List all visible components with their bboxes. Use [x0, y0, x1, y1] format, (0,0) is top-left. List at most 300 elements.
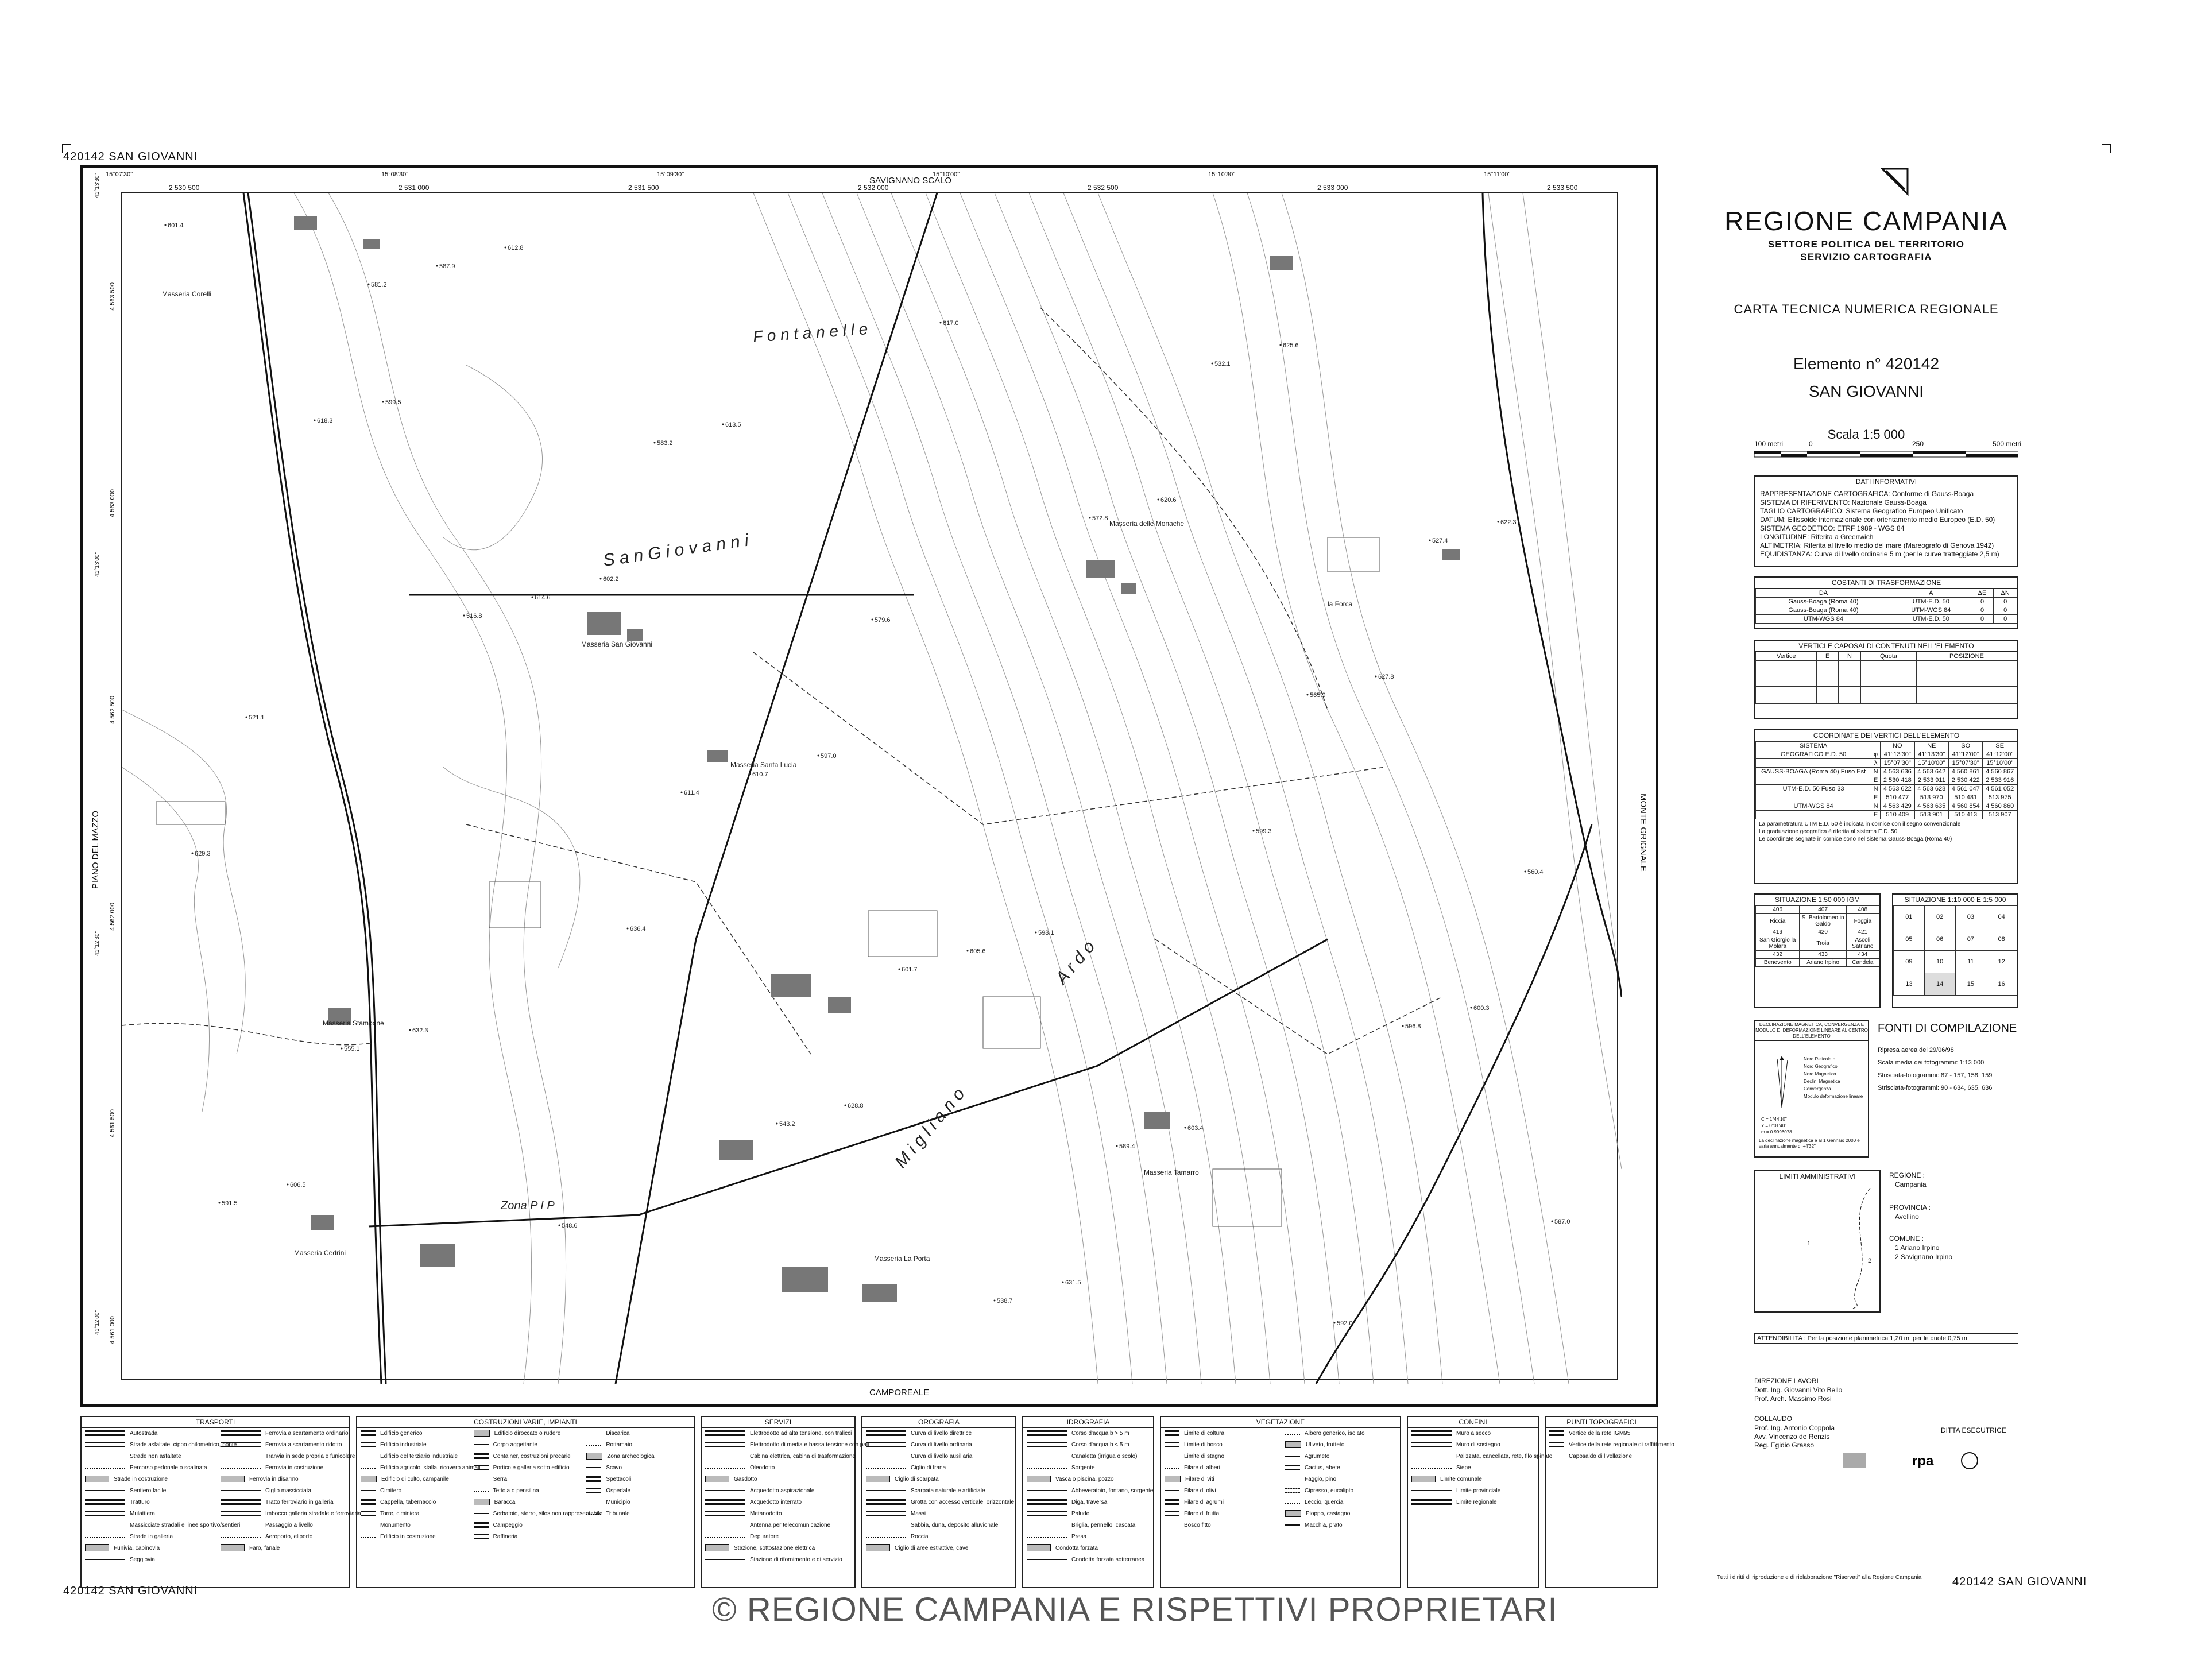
legend-label: Antenna per telecomunicazione: [750, 1522, 831, 1528]
legend-item: [702, 1508, 854, 1520]
spot-height: 618.3: [317, 417, 333, 424]
grid-label-top: 2 531 000: [399, 184, 430, 192]
costanti-table: [1755, 589, 2017, 624]
declinazione-legend: [1804, 1055, 1863, 1100]
comune-value-1: 1 Ariano Irpino: [1895, 1244, 1940, 1252]
legend-symbol-icon: [1165, 1476, 1181, 1482]
legend-symbol-icon: [220, 1468, 261, 1469]
table-header-cell: Quota: [1861, 652, 1917, 661]
legend-symbol-icon: [586, 1467, 601, 1468]
legend-symbol-icon: [1027, 1537, 1067, 1538]
legend-item: [1546, 1451, 1657, 1462]
legend-label: Corso d'acqua b > 5 m: [1071, 1430, 1129, 1437]
region-logo-icon: [1878, 165, 1912, 200]
legend-label: Roccia: [911, 1534, 929, 1540]
spot-height-dot: [1498, 521, 1499, 523]
legend-item: [583, 1474, 694, 1485]
vertici-box: [1754, 640, 2018, 719]
legend-label: Imbocco galleria stradale e ferroviaria: [265, 1511, 361, 1517]
table-header-cell: SISTEMA: [1756, 742, 1871, 750]
table-cell: [1817, 678, 1839, 687]
spot-height-dot: [1158, 499, 1159, 501]
legend-symbol-icon: [1549, 1454, 1564, 1458]
spot-height: 602.2: [603, 576, 619, 583]
limiti-num-1: 1: [1807, 1240, 1811, 1247]
place-name-masseria-tamarro: Masseria Tamarro: [1144, 1168, 1199, 1176]
grid-label-left: 4 562 000: [109, 903, 116, 931]
table-cell: GAUSS-BOAGA (Roma 40) Fuso Est: [1756, 768, 1871, 776]
dati-line: ALTIMETRIA: Riferita al livello medio del mare (Mareografo di Genova 1942): [1760, 541, 1994, 549]
geo-label-top: 15°09'30": [657, 171, 684, 178]
legend-item: [82, 1451, 214, 1462]
table-cell: [1861, 661, 1917, 669]
legend-symbol-icon: [361, 1511, 376, 1516]
spot-height: 581.2: [371, 281, 387, 288]
table-row: [1756, 759, 2017, 768]
spot-height-dot: [1116, 1145, 1118, 1147]
legend-item: [702, 1451, 854, 1462]
table-row: [1756, 793, 2017, 802]
legend-item: [357, 1451, 468, 1462]
direzione-line: Dott. Ing. Giovanni Vito Bello: [1754, 1386, 1843, 1394]
legend-item: [1282, 1462, 1400, 1474]
legend-label: Massicciate stradali e linee sportivo/sentieri: [130, 1522, 241, 1528]
table-cell: Ascoli Satriano: [1846, 936, 1879, 951]
place-name-masseria-san-giovanni: Masseria San Giovanni: [581, 640, 653, 648]
legend-symbol-icon: [474, 1499, 490, 1505]
legend-symbol-icon: [361, 1476, 377, 1482]
table-cell: 41°12'00": [1948, 750, 1982, 759]
table-cell: Troia: [1800, 936, 1846, 951]
legend-item: [82, 1439, 237, 1451]
legend-label: Tribunale: [606, 1511, 630, 1517]
declinazione-legend-item: Convergenza: [1804, 1086, 1831, 1091]
map-canvas[interactable]: [121, 192, 1618, 1380]
legend-symbol-icon: [1549, 1430, 1564, 1436]
table-cell: UTM-E.D. 50: [1891, 615, 1971, 624]
legend-label: Uliveto, frutteto: [1306, 1442, 1345, 1448]
legend-item: [470, 1520, 581, 1531]
place-name-masseria-cedrini: Masseria Cedrini: [294, 1249, 346, 1257]
legend-symbol-icon: [1027, 1468, 1067, 1469]
spot-height: 620.6: [1160, 497, 1177, 504]
grid-label-left: 4 561 000: [109, 1316, 116, 1344]
legend-label: Oleodotto: [750, 1465, 775, 1471]
table-cell: 4 563 429: [1881, 802, 1914, 811]
table-row: [1756, 661, 2017, 669]
legend-symbol-icon: [220, 1537, 261, 1538]
legend-item: [583, 1508, 694, 1520]
table-row: [1756, 615, 2017, 624]
legend-vegetazione: [1160, 1416, 1401, 1588]
spot-height: 596.8: [1405, 1023, 1421, 1030]
legend-symbol-icon: [1027, 1523, 1067, 1527]
legend-symbol-icon: [474, 1453, 489, 1459]
collaudo-line: Prof. Ing. Antonio Coppola: [1754, 1424, 1835, 1432]
table-cell: [1838, 661, 1860, 669]
legend-item: [1023, 1508, 1153, 1520]
table-cell: λ: [1871, 759, 1881, 768]
legend-item: [702, 1462, 854, 1474]
table-row: [1756, 914, 1879, 928]
table-cell: N: [1871, 768, 1881, 776]
grid-cell: 07: [1955, 928, 1986, 951]
legend-item: [1408, 1497, 1538, 1508]
spot-height-dot: [1525, 871, 1526, 873]
grid-cell: 12: [1986, 951, 2017, 973]
table-cell: S. Bartolomeo in Galdo: [1800, 914, 1846, 928]
spot-height: 560.4: [1527, 869, 1544, 876]
place-name-san-giovanni: S a n G i o v a n n i: [602, 531, 750, 570]
table-cell: 0: [1994, 598, 2017, 606]
legend-symbol-icon: [1165, 1523, 1179, 1527]
legend-item: [1282, 1485, 1400, 1497]
place-name-masseria-delle-monache: Masseria delle Monache: [1109, 520, 1185, 528]
legend-item: [1023, 1462, 1153, 1474]
legend-label: Condotta forzata sotterranea: [1071, 1557, 1145, 1563]
grid-cell: 08: [1986, 928, 2017, 951]
table-cell: [1756, 793, 1871, 802]
spot-height: 631.5: [1065, 1279, 1081, 1286]
table-cell: E: [1871, 793, 1881, 802]
legend-symbol-icon: [1027, 1499, 1067, 1505]
legend-symbol-icon: [705, 1544, 729, 1551]
grid-label-top: 2 533 500: [1547, 184, 1578, 192]
dati-line: SISTEMA DI RIFERIMENTO: Nazionale Gauss-Boaga: [1760, 498, 1927, 506]
fonti-line: Scala media dei fotogrammi: 1:13 000: [1878, 1059, 1984, 1066]
fonti-line: Ripresa aerea del 29/06/98: [1878, 1047, 1954, 1054]
legend-vegetazione-title: VEGETAZIONE: [1161, 1417, 1400, 1428]
table-cell: 513 975: [1983, 793, 2017, 802]
grid-label-top: 2 530 500: [169, 184, 200, 192]
legend-item: [82, 1531, 214, 1543]
legend-symbol-icon: [85, 1537, 125, 1538]
table-cell: [1756, 678, 1817, 687]
spot-height: 572.8: [1092, 515, 1108, 522]
table-row: [1756, 776, 2017, 785]
legend-label: Torre, ciminiera: [380, 1511, 420, 1517]
legend-label: Edificio generico: [380, 1430, 423, 1437]
legend-confini-title: CONFINI: [1408, 1417, 1538, 1428]
dati-line: SISTEMA GEODETICO: ETRF 1989 - WGS 84: [1760, 524, 1905, 532]
spot-height: 606.5: [290, 1182, 306, 1189]
legend-idrografia-title: IDROGRAFIA: [1023, 1417, 1153, 1428]
legend-item: [1282, 1474, 1400, 1485]
legend-symbol-icon: [586, 1431, 601, 1435]
scale-label: Scala 1:5 000: [1827, 427, 1905, 442]
legend-item: [583, 1428, 694, 1439]
legend-label: Sentiero facile: [130, 1488, 167, 1494]
legend-label: Strade non asfaltate: [130, 1453, 181, 1460]
table-cell: [1756, 661, 1817, 669]
table-cell: 513 901: [1914, 811, 1948, 819]
legend-confini-items: [1408, 1428, 1553, 1508]
regione-value: Campania: [1895, 1180, 1927, 1189]
spot-height: 600.3: [1473, 1005, 1490, 1012]
legend-item: [1546, 1439, 1674, 1451]
place-name-fontanelle: F o n t a n e l l e: [752, 320, 869, 346]
legend-label: Filare di frutta: [1184, 1511, 1220, 1517]
legend-label: Presa: [1071, 1534, 1087, 1540]
legend-label: Caposaldo di livellazione: [1569, 1453, 1633, 1460]
legend-symbol-icon: [586, 1514, 601, 1515]
legend-label: Tratturo: [130, 1499, 150, 1505]
legend-label: Ferrovia a scartamento ordinario: [265, 1430, 349, 1437]
legend-label: Faro, fanale: [249, 1545, 280, 1551]
legend-symbol-icon: [220, 1544, 245, 1551]
table-cell: 432: [1756, 951, 1800, 959]
legend-item: [1023, 1485, 1153, 1497]
legend-item: [702, 1531, 854, 1543]
spot-height-dot: [436, 265, 438, 267]
spot-height: 603.4: [1187, 1125, 1204, 1132]
table-cell: [1817, 695, 1839, 704]
table-header-row: [1756, 589, 2017, 598]
spot-height-dot: [722, 424, 724, 425]
legend-symbol-icon: [1027, 1559, 1067, 1560]
fonti-line: Strisciata-fotogrammi: 90 - 634, 635, 636: [1878, 1085, 1993, 1091]
legend-label: Condotta forzata: [1055, 1545, 1098, 1551]
place-name-masseria-la-porta: Masseria La Porta: [874, 1255, 930, 1263]
spot-height: 601.7: [902, 966, 918, 973]
legend-item: [1023, 1439, 1153, 1451]
legend-symbol-icon: [220, 1454, 261, 1458]
legend-label: Funivia, cabinovia: [114, 1545, 160, 1551]
legend-symbol-icon: [85, 1476, 109, 1482]
spot-height-dot: [654, 442, 656, 444]
collaudo-line: Avv. Vincenzo de Renzis: [1754, 1433, 1830, 1441]
legend-item: [357, 1485, 468, 1497]
legend-symbol-icon: [705, 1523, 745, 1527]
legend-symbol-icon: [866, 1511, 906, 1516]
legend-symbol-icon: [1027, 1490, 1067, 1491]
legend-symbol-icon: [586, 1488, 601, 1493]
table-cell: 2 530 418: [1881, 776, 1914, 785]
sheet-label-bottom-right: 420142 SAN GIOVANNI: [1952, 1576, 2087, 1588]
legend-item: [702, 1439, 869, 1451]
legend-label: Limite provinciale: [1456, 1488, 1501, 1494]
spot-height: 597.0: [821, 753, 837, 760]
direzione-line: Prof. Arch. Massimo Rosi: [1754, 1395, 1832, 1403]
legend-label: Limite comunale: [1440, 1476, 1482, 1482]
copyright-notice: © REGIONE CAMPANIA E RISPETTIVI PROPRIETARI: [712, 1591, 1558, 1628]
legend-item: [1408, 1439, 1538, 1451]
legend-label: Strade asfaltate, cippo chilometrico, ponte: [130, 1442, 237, 1448]
legend-symbol-icon: [85, 1511, 125, 1516]
legend-item: [862, 1474, 1015, 1485]
legend-item: [862, 1543, 1015, 1554]
spot-height: 610.7: [752, 771, 768, 778]
legend-item: [82, 1520, 241, 1531]
spot-height: 636.4: [630, 926, 646, 932]
legend-item: [1161, 1520, 1279, 1531]
spot-height: 583.2: [657, 440, 673, 447]
legend-orografia: [861, 1416, 1016, 1588]
legend-symbol-icon: [1165, 1442, 1179, 1447]
legend-symbol-icon: [474, 1534, 489, 1539]
legend-item: [357, 1439, 468, 1451]
grid-cell: 15: [1955, 973, 1986, 996]
legend-item: [862, 1428, 1015, 1439]
legend-symbol-icon: [1285, 1434, 1300, 1435]
declinazione-value: m = 0.9996078: [1761, 1129, 1792, 1135]
legend-item: [82, 1543, 214, 1554]
legend-symbol-icon: [1027, 1454, 1067, 1458]
legend-label: Edificio del terziario industriale: [380, 1453, 458, 1460]
table-header-cell: E: [1817, 652, 1839, 661]
legend-item: [1282, 1497, 1400, 1508]
table-cell: [1861, 695, 1917, 704]
table-row: [1756, 785, 2017, 793]
legend-item: [1408, 1485, 1538, 1497]
rights-note: Tutti i diritti di riproduzione e di rielaborazione "Riservati" alla Regione Campania: [1717, 1574, 1922, 1581]
table-cell: 4 560 861: [1948, 768, 1982, 776]
legend-label: Filare di alberi: [1184, 1465, 1220, 1471]
table-cell: 0: [1971, 598, 1994, 606]
table-cell: Ariano Irpino: [1800, 959, 1846, 967]
table-cell: [1817, 669, 1839, 678]
legend-row: [80, 1416, 1674, 1588]
legend-symbol-icon: [1165, 1454, 1179, 1458]
spot-height: 625.6: [1283, 342, 1299, 349]
legend-label: Scarpata naturale e artificiale: [911, 1488, 985, 1494]
legend-label: Ciglio di frana: [911, 1465, 946, 1471]
table-cell: 0: [1971, 606, 1994, 615]
legend-item: [217, 1462, 349, 1474]
table-cell: [1916, 687, 2017, 695]
grid-label-top: 2 531 500: [628, 184, 659, 192]
spot-height-dot: [341, 1048, 343, 1050]
legend-symbol-icon: [866, 1537, 906, 1538]
compass-diagram-icon: [1765, 1053, 1799, 1110]
legend-symbol-icon: [705, 1442, 745, 1447]
spot-height-dot: [1375, 676, 1377, 678]
legend-item: [1161, 1428, 1279, 1439]
legend-symbol-icon: [1165, 1511, 1179, 1516]
table-cell: Benevento: [1756, 959, 1800, 967]
spot-height-dot: [1089, 517, 1091, 519]
legend-label: Percorso pedonale o scalinata: [130, 1465, 207, 1471]
table-header-row: [1756, 742, 2017, 750]
legend-symbol-icon: [1285, 1510, 1301, 1517]
spot-height-dot: [165, 224, 167, 226]
legend-label: Ospedale: [606, 1488, 631, 1494]
legend-item: [217, 1508, 361, 1520]
table-cell: 513 970: [1914, 793, 1948, 802]
legend-idrografia-items: [1023, 1428, 1153, 1566]
legend-label: Elettrodotto di media e bassa tensione con pali: [750, 1442, 869, 1448]
legend-label: Mulattiera: [130, 1511, 155, 1517]
table-row: [1756, 928, 1879, 936]
spot-height-dot: [994, 1300, 996, 1302]
table-cell: 4 563 628: [1914, 785, 1948, 793]
legend-label: Gasdotto: [734, 1476, 757, 1482]
legend-orografia-title: OROGRAFIA: [862, 1417, 1015, 1428]
table-header-cell: Vertice: [1756, 652, 1817, 661]
legend-symbol-icon: [1027, 1544, 1051, 1551]
legend-servizi-title: SERVIZI: [702, 1417, 854, 1428]
table-cell: 510 477: [1881, 793, 1914, 802]
scale-tick-1: 100 metri: [1754, 440, 1784, 448]
legend-item: [1408, 1474, 1538, 1485]
legend-item: [583, 1497, 694, 1508]
legend-item: [1023, 1520, 1153, 1531]
legend-symbol-icon: [705, 1430, 745, 1436]
spot-height-dot: [1253, 830, 1255, 832]
legend-item: [1282, 1428, 1400, 1439]
map-frame[interactable]: [80, 165, 1658, 1407]
legend-label: Limite regionale: [1456, 1499, 1497, 1505]
table-cell: 0: [1971, 615, 1994, 624]
element-number: Elemento n° 420142: [1793, 355, 1940, 373]
legend-label: Filare di olivi: [1184, 1488, 1216, 1494]
table-cell: 2 530 422: [1948, 776, 1982, 785]
declinazione-legend-item: Modulo deformazione lineare: [1804, 1094, 1863, 1099]
legend-label: Spettacoli: [606, 1476, 632, 1482]
situazione-10-table: [1893, 905, 2017, 996]
table-cell: 433: [1800, 951, 1846, 959]
dati-line: RAPPRESENTAZIONE CARTOGRAFICA: Conforme di Gauss-Boaga: [1760, 490, 1974, 498]
grid-cell: 01: [1894, 906, 1925, 928]
table-cell: [1838, 669, 1860, 678]
legend-item: [82, 1508, 214, 1520]
table-cell: 41°12'00": [1983, 750, 2017, 759]
legend-item: [470, 1508, 603, 1520]
legend-symbol-icon: [361, 1523, 376, 1527]
spot-height-dot: [681, 792, 683, 793]
legend-label: Cipresso, eucalipto: [1305, 1488, 1354, 1494]
legend-label: Ciglio massicciata: [265, 1488, 312, 1494]
vertici-title: VERTICI E CAPOSALDI CONTENUTI NELL'ELEMENTO: [1755, 641, 2017, 652]
geo-label-left: 41°12'00": [94, 1310, 100, 1335]
collaudo-title: COLLAUDO: [1754, 1415, 1793, 1423]
legend-label: Limite di stagno: [1184, 1453, 1225, 1460]
legend-symbol-icon: [705, 1490, 745, 1491]
legend-item: [470, 1428, 581, 1439]
coord-title: COORDINATE DEI VERTICI DELL'ELEMENTO: [1755, 730, 2017, 741]
legend-symbol-icon: [1549, 1442, 1564, 1447]
legend-symbol-icon: [85, 1523, 125, 1527]
spot-height-dot: [246, 717, 247, 718]
table-cell: [1817, 687, 1839, 695]
table-cell: UTM-WGS 84: [1756, 802, 1871, 811]
legend-symbol-icon: [220, 1476, 245, 1482]
table-cell: 15°07'30": [1881, 759, 1914, 768]
legend-symbol-icon: [474, 1522, 489, 1528]
declinazione-value: Y = 0°01'40": [1761, 1123, 1787, 1128]
spot-height: 538.7: [997, 1298, 1013, 1304]
main-roads: [243, 193, 1622, 1384]
coord-note: La graduazione geografica è riferita al sistema E.D. 50: [1759, 829, 1898, 835]
legend-label: Aeroporto, eliporto: [265, 1534, 313, 1540]
legend-trasporti-title: TRASPORTI: [82, 1417, 349, 1428]
map-series-title: CARTA TECNICA NUMERICA REGIONALE: [1734, 302, 1999, 316]
table-cell: 0: [1994, 615, 2017, 624]
legend-label: Sabbia, duna, deposito alluvionale: [911, 1522, 999, 1528]
spot-height: 627.8: [1378, 673, 1394, 680]
table-row: [1756, 811, 2017, 819]
legend-label: Vertice della rete IGM95: [1569, 1430, 1631, 1437]
legend-label: Ciglio di scarpata: [895, 1476, 939, 1482]
legend-item: [470, 1497, 581, 1508]
legend-item: [470, 1439, 581, 1451]
legend-label: Depuratore: [750, 1534, 779, 1540]
fonti-line: Strisciata-fotogrammi: 87 - 157, 158, 159: [1878, 1072, 1993, 1079]
spot-height: 521.1: [249, 714, 265, 721]
legend-label: Strade in galleria: [130, 1534, 173, 1540]
legend-label: Baracca: [494, 1499, 516, 1505]
table-header-cell: ΔN: [1994, 589, 2017, 598]
